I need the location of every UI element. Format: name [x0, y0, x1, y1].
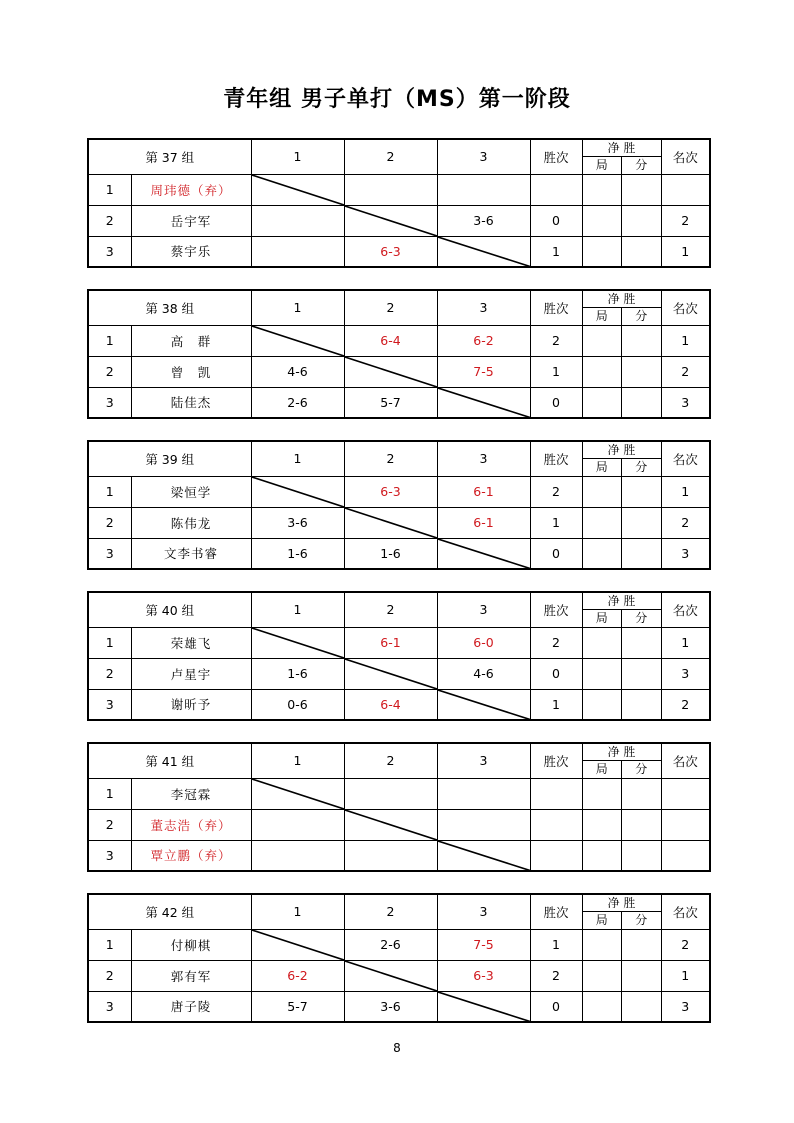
- header-ju: 局: [583, 157, 622, 174]
- seed-number: 2: [88, 205, 131, 236]
- seed-number: 2: [88, 356, 131, 387]
- match-score: 1-6: [344, 538, 437, 569]
- group-tables: [87, 138, 709, 1044]
- wins-count: 0: [530, 538, 582, 569]
- net-wins: [582, 929, 661, 960]
- match-score: 6-0: [437, 627, 530, 658]
- match-score: [251, 809, 344, 840]
- player-name: 覃立鹏（弃）: [131, 840, 251, 871]
- rank: 1: [661, 960, 710, 991]
- net-fen: [622, 508, 661, 538]
- net-wins: [582, 991, 661, 1022]
- header-c1: 1: [251, 592, 344, 627]
- diagonal-cell: [251, 627, 344, 658]
- wins-count: 0: [530, 991, 582, 1022]
- diagonal-cell: [437, 689, 530, 720]
- wins-count: [530, 840, 582, 871]
- match-score: [437, 809, 530, 840]
- rank: 1: [661, 476, 710, 507]
- match-score: 1-6: [251, 658, 344, 689]
- table-row: [88, 356, 710, 387]
- match-score: [437, 174, 530, 205]
- net-fen: [622, 841, 661, 871]
- seed-number: 1: [88, 778, 131, 809]
- header-wins: 胜次: [530, 441, 582, 476]
- match-score: [344, 778, 437, 809]
- rank: 2: [661, 205, 710, 236]
- header-net: 净 胜: [583, 442, 661, 459]
- net-wins: [582, 960, 661, 991]
- header-fen: 分: [635, 913, 648, 928]
- header-ju: 局: [583, 912, 622, 929]
- rank: [661, 809, 710, 840]
- group-name: 第 38 组: [88, 290, 251, 325]
- table-row: [88, 627, 710, 658]
- net-ju: [583, 779, 622, 809]
- wins-count: 0: [530, 658, 582, 689]
- table-row: [88, 929, 710, 960]
- header-rank: 名次: [661, 139, 710, 174]
- net-ju: [583, 477, 622, 507]
- table-row: [88, 205, 710, 236]
- group-table: [87, 893, 711, 1023]
- rank: 2: [661, 507, 710, 538]
- header-c3: 3: [437, 139, 530, 174]
- rank: 3: [661, 538, 710, 569]
- table-row: [88, 840, 710, 871]
- header-c2: 2: [344, 894, 437, 929]
- player-name: 董志浩（弃）: [131, 809, 251, 840]
- net-wins: [582, 205, 661, 236]
- diagonal-cell: [251, 476, 344, 507]
- wins-count: 2: [530, 627, 582, 658]
- diagonal-cell: [344, 356, 437, 387]
- net-wins: [582, 809, 661, 840]
- net-fen: [622, 388, 661, 418]
- rank: 3: [661, 991, 710, 1022]
- rank: 1: [661, 627, 710, 658]
- header-c3: 3: [437, 592, 530, 627]
- rank: 3: [661, 387, 710, 418]
- player-name: 谢昕予: [131, 689, 251, 720]
- net-ju: [583, 388, 622, 418]
- rank: 1: [661, 236, 710, 267]
- header-c2: 2: [344, 592, 437, 627]
- match-score: 4-6: [437, 658, 530, 689]
- diagonal-cell: [437, 840, 530, 871]
- header-c2: 2: [344, 139, 437, 174]
- diagonal-cell: [251, 174, 344, 205]
- net-ju: [583, 659, 622, 689]
- net-wins: [582, 387, 661, 418]
- group-table: [87, 289, 711, 419]
- table-row: [88, 809, 710, 840]
- header-net-wins: [582, 441, 661, 476]
- page-number: 8: [393, 1041, 401, 1055]
- table-row: [88, 658, 710, 689]
- header-c3: 3: [437, 441, 530, 476]
- net-wins: [582, 627, 661, 658]
- header-fen: 分: [635, 611, 648, 626]
- table-row: [88, 960, 710, 991]
- group-table: [87, 440, 711, 570]
- table-row: [88, 325, 710, 356]
- net-ju: [583, 326, 622, 356]
- header-rank: 名次: [661, 290, 710, 325]
- header-net: 净 胜: [583, 895, 661, 912]
- match-score: 6-4: [344, 689, 437, 720]
- header-net: 净 胜: [583, 140, 661, 157]
- net-ju: [583, 508, 622, 538]
- net-wins: [582, 840, 661, 871]
- group-table: [87, 742, 711, 872]
- match-score: 2-6: [344, 929, 437, 960]
- wins-count: 2: [530, 325, 582, 356]
- net-fen: [622, 810, 661, 840]
- seed-number: 2: [88, 507, 131, 538]
- net-ju: [583, 175, 622, 205]
- table-row: [88, 991, 710, 1022]
- wins-count: 0: [530, 205, 582, 236]
- match-score: 7-5: [437, 356, 530, 387]
- net-fen: [622, 628, 661, 658]
- match-score: 6-3: [344, 476, 437, 507]
- wins-count: 1: [530, 689, 582, 720]
- match-score: 3-6: [437, 205, 530, 236]
- net-ju: [583, 841, 622, 871]
- net-ju: [583, 930, 622, 960]
- wins-count: 2: [530, 476, 582, 507]
- header-fen: 分: [635, 762, 648, 777]
- seed-number: 3: [88, 689, 131, 720]
- table-row: [88, 507, 710, 538]
- rank: [661, 778, 710, 809]
- net-fen: [622, 690, 661, 720]
- wins-count: 0: [530, 387, 582, 418]
- net-ju: [583, 357, 622, 387]
- net-wins: [582, 325, 661, 356]
- header-c3: 3: [437, 894, 530, 929]
- match-score: 6-4: [344, 325, 437, 356]
- wins-count: [530, 778, 582, 809]
- player-name: 荣雄飞: [131, 627, 251, 658]
- group-name: 第 39 组: [88, 441, 251, 476]
- rank: 3: [661, 658, 710, 689]
- net-fen: [622, 175, 661, 205]
- player-name: 卢星宇: [131, 658, 251, 689]
- player-name: 梁恒学: [131, 476, 251, 507]
- match-score: 7-5: [437, 929, 530, 960]
- net-fen: [622, 206, 661, 236]
- header-rank: 名次: [661, 894, 710, 929]
- match-score: [251, 236, 344, 267]
- table-row: [88, 236, 710, 267]
- player-name: 文李书睿: [131, 538, 251, 569]
- net-ju: [583, 961, 622, 991]
- seed-number: 1: [88, 627, 131, 658]
- net-ju: [583, 690, 622, 720]
- header-c3: 3: [437, 743, 530, 778]
- match-score: 5-7: [251, 991, 344, 1022]
- header-net-wins: [582, 894, 661, 929]
- net-fen: [622, 659, 661, 689]
- header-ju: 局: [583, 308, 622, 325]
- header-ju: 局: [583, 761, 622, 778]
- header-net: 净 胜: [583, 291, 661, 308]
- header-wins: 胜次: [530, 743, 582, 778]
- wins-count: 1: [530, 507, 582, 538]
- diagonal-cell: [344, 205, 437, 236]
- group-table: [87, 591, 711, 721]
- player-name: 高 群: [131, 325, 251, 356]
- wins-count: 1: [530, 929, 582, 960]
- net-ju: [583, 628, 622, 658]
- group-name: 第 40 组: [88, 592, 251, 627]
- seed-number: 3: [88, 538, 131, 569]
- group-table: [87, 138, 711, 268]
- player-name: 陆佳杰: [131, 387, 251, 418]
- table-row: [88, 538, 710, 569]
- header-rank: 名次: [661, 441, 710, 476]
- seed-number: 2: [88, 809, 131, 840]
- wins-count: 1: [530, 236, 582, 267]
- match-score: 6-1: [437, 476, 530, 507]
- rank: [661, 174, 710, 205]
- diagonal-cell: [344, 507, 437, 538]
- match-score: [437, 778, 530, 809]
- header-c1: 1: [251, 894, 344, 929]
- match-score: [251, 205, 344, 236]
- rank: 2: [661, 356, 710, 387]
- net-fen: [622, 357, 661, 387]
- net-fen: [622, 237, 661, 267]
- rank: 1: [661, 325, 710, 356]
- net-ju: [583, 237, 622, 267]
- match-score: 3-6: [251, 507, 344, 538]
- table-row: [88, 387, 710, 418]
- header-net: 净 胜: [583, 744, 661, 761]
- header-c2: 2: [344, 743, 437, 778]
- header-c2: 2: [344, 290, 437, 325]
- diagonal-cell: [437, 991, 530, 1022]
- table-row: [88, 689, 710, 720]
- page-title: 青年组 男子单打（MS）第一阶段: [223, 87, 571, 112]
- diagonal-cell: [437, 236, 530, 267]
- net-fen: [622, 539, 661, 569]
- match-score: [344, 174, 437, 205]
- net-wins: [582, 174, 661, 205]
- header-fen: 分: [635, 460, 648, 475]
- table-row: [88, 778, 710, 809]
- group-name: 第 42 组: [88, 894, 251, 929]
- header-c1: 1: [251, 743, 344, 778]
- player-name: 岳宇军: [131, 205, 251, 236]
- seed-number: 2: [88, 960, 131, 991]
- net-ju: [583, 810, 622, 840]
- header-net-wins: [582, 290, 661, 325]
- net-wins: [582, 356, 661, 387]
- net-fen: [622, 477, 661, 507]
- match-score: 6-1: [437, 507, 530, 538]
- match-score: 5-7: [344, 387, 437, 418]
- header-net-wins: [582, 592, 661, 627]
- header-net: 净 胜: [583, 593, 661, 610]
- net-fen: [622, 930, 661, 960]
- seed-number: 3: [88, 236, 131, 267]
- header-net-wins: [582, 139, 661, 174]
- player-name: 蔡宇乐: [131, 236, 251, 267]
- header-c1: 1: [251, 139, 344, 174]
- header-rank: 名次: [661, 592, 710, 627]
- match-score: 4-6: [251, 356, 344, 387]
- seed-number: 1: [88, 476, 131, 507]
- header-ju: 局: [583, 459, 622, 476]
- player-name: 付柳棋: [131, 929, 251, 960]
- header-wins: 胜次: [530, 592, 582, 627]
- match-score: 2-6: [251, 387, 344, 418]
- diagonal-cell: [251, 929, 344, 960]
- seed-number: 3: [88, 840, 131, 871]
- net-fen: [622, 326, 661, 356]
- header-wins: 胜次: [530, 139, 582, 174]
- player-name: 李冠霖: [131, 778, 251, 809]
- match-score: 6-3: [437, 960, 530, 991]
- seed-number: 3: [88, 387, 131, 418]
- header-wins: 胜次: [530, 290, 582, 325]
- net-wins: [582, 236, 661, 267]
- wins-count: [530, 174, 582, 205]
- net-fen: [622, 779, 661, 809]
- match-score: 6-1: [344, 627, 437, 658]
- diagonal-cell: [251, 325, 344, 356]
- match-score: [251, 840, 344, 871]
- header-c2: 2: [344, 441, 437, 476]
- net-ju: [583, 206, 622, 236]
- diagonal-cell: [344, 960, 437, 991]
- seed-number: 2: [88, 658, 131, 689]
- seed-number: 1: [88, 325, 131, 356]
- net-fen: [622, 961, 661, 991]
- diagonal-cell: [437, 387, 530, 418]
- group-name: 第 37 组: [88, 139, 251, 174]
- table-row: [88, 476, 710, 507]
- net-wins: [582, 538, 661, 569]
- header-net-wins: [582, 743, 661, 778]
- rank: 2: [661, 929, 710, 960]
- diagonal-cell: [344, 658, 437, 689]
- group-name: 第 41 组: [88, 743, 251, 778]
- header-ju: 局: [583, 610, 622, 627]
- player-name: 唐子陵: [131, 991, 251, 1022]
- net-wins: [582, 476, 661, 507]
- player-name: 郭有军: [131, 960, 251, 991]
- match-score: [344, 840, 437, 871]
- net-ju: [583, 992, 622, 1022]
- match-score: 6-2: [437, 325, 530, 356]
- wins-count: [530, 809, 582, 840]
- header-c1: 1: [251, 441, 344, 476]
- diagonal-cell: [437, 538, 530, 569]
- player-name: 陈伟龙: [131, 507, 251, 538]
- wins-count: 2: [530, 960, 582, 991]
- wins-count: 1: [530, 356, 582, 387]
- header-fen: 分: [635, 158, 648, 173]
- net-wins: [582, 507, 661, 538]
- net-wins: [582, 658, 661, 689]
- player-name: 曾 凯: [131, 356, 251, 387]
- header-rank: 名次: [661, 743, 710, 778]
- rank: 2: [661, 689, 710, 720]
- match-score: 0-6: [251, 689, 344, 720]
- match-score: 1-6: [251, 538, 344, 569]
- net-wins: [582, 778, 661, 809]
- rank: [661, 840, 710, 871]
- header-c3: 3: [437, 290, 530, 325]
- diagonal-cell: [344, 809, 437, 840]
- match-score: 6-2: [251, 960, 344, 991]
- diagonal-cell: [251, 778, 344, 809]
- player-name: 周玮德（弃）: [131, 174, 251, 205]
- match-score: 3-6: [344, 991, 437, 1022]
- table-row: [88, 174, 710, 205]
- seed-number: 3: [88, 991, 131, 1022]
- seed-number: 1: [88, 174, 131, 205]
- net-fen: [622, 992, 661, 1022]
- header-fen: 分: [635, 309, 648, 324]
- net-ju: [583, 539, 622, 569]
- header-wins: 胜次: [530, 894, 582, 929]
- net-wins: [582, 689, 661, 720]
- header-c1: 1: [251, 290, 344, 325]
- match-score: 6-3: [344, 236, 437, 267]
- seed-number: 1: [88, 929, 131, 960]
